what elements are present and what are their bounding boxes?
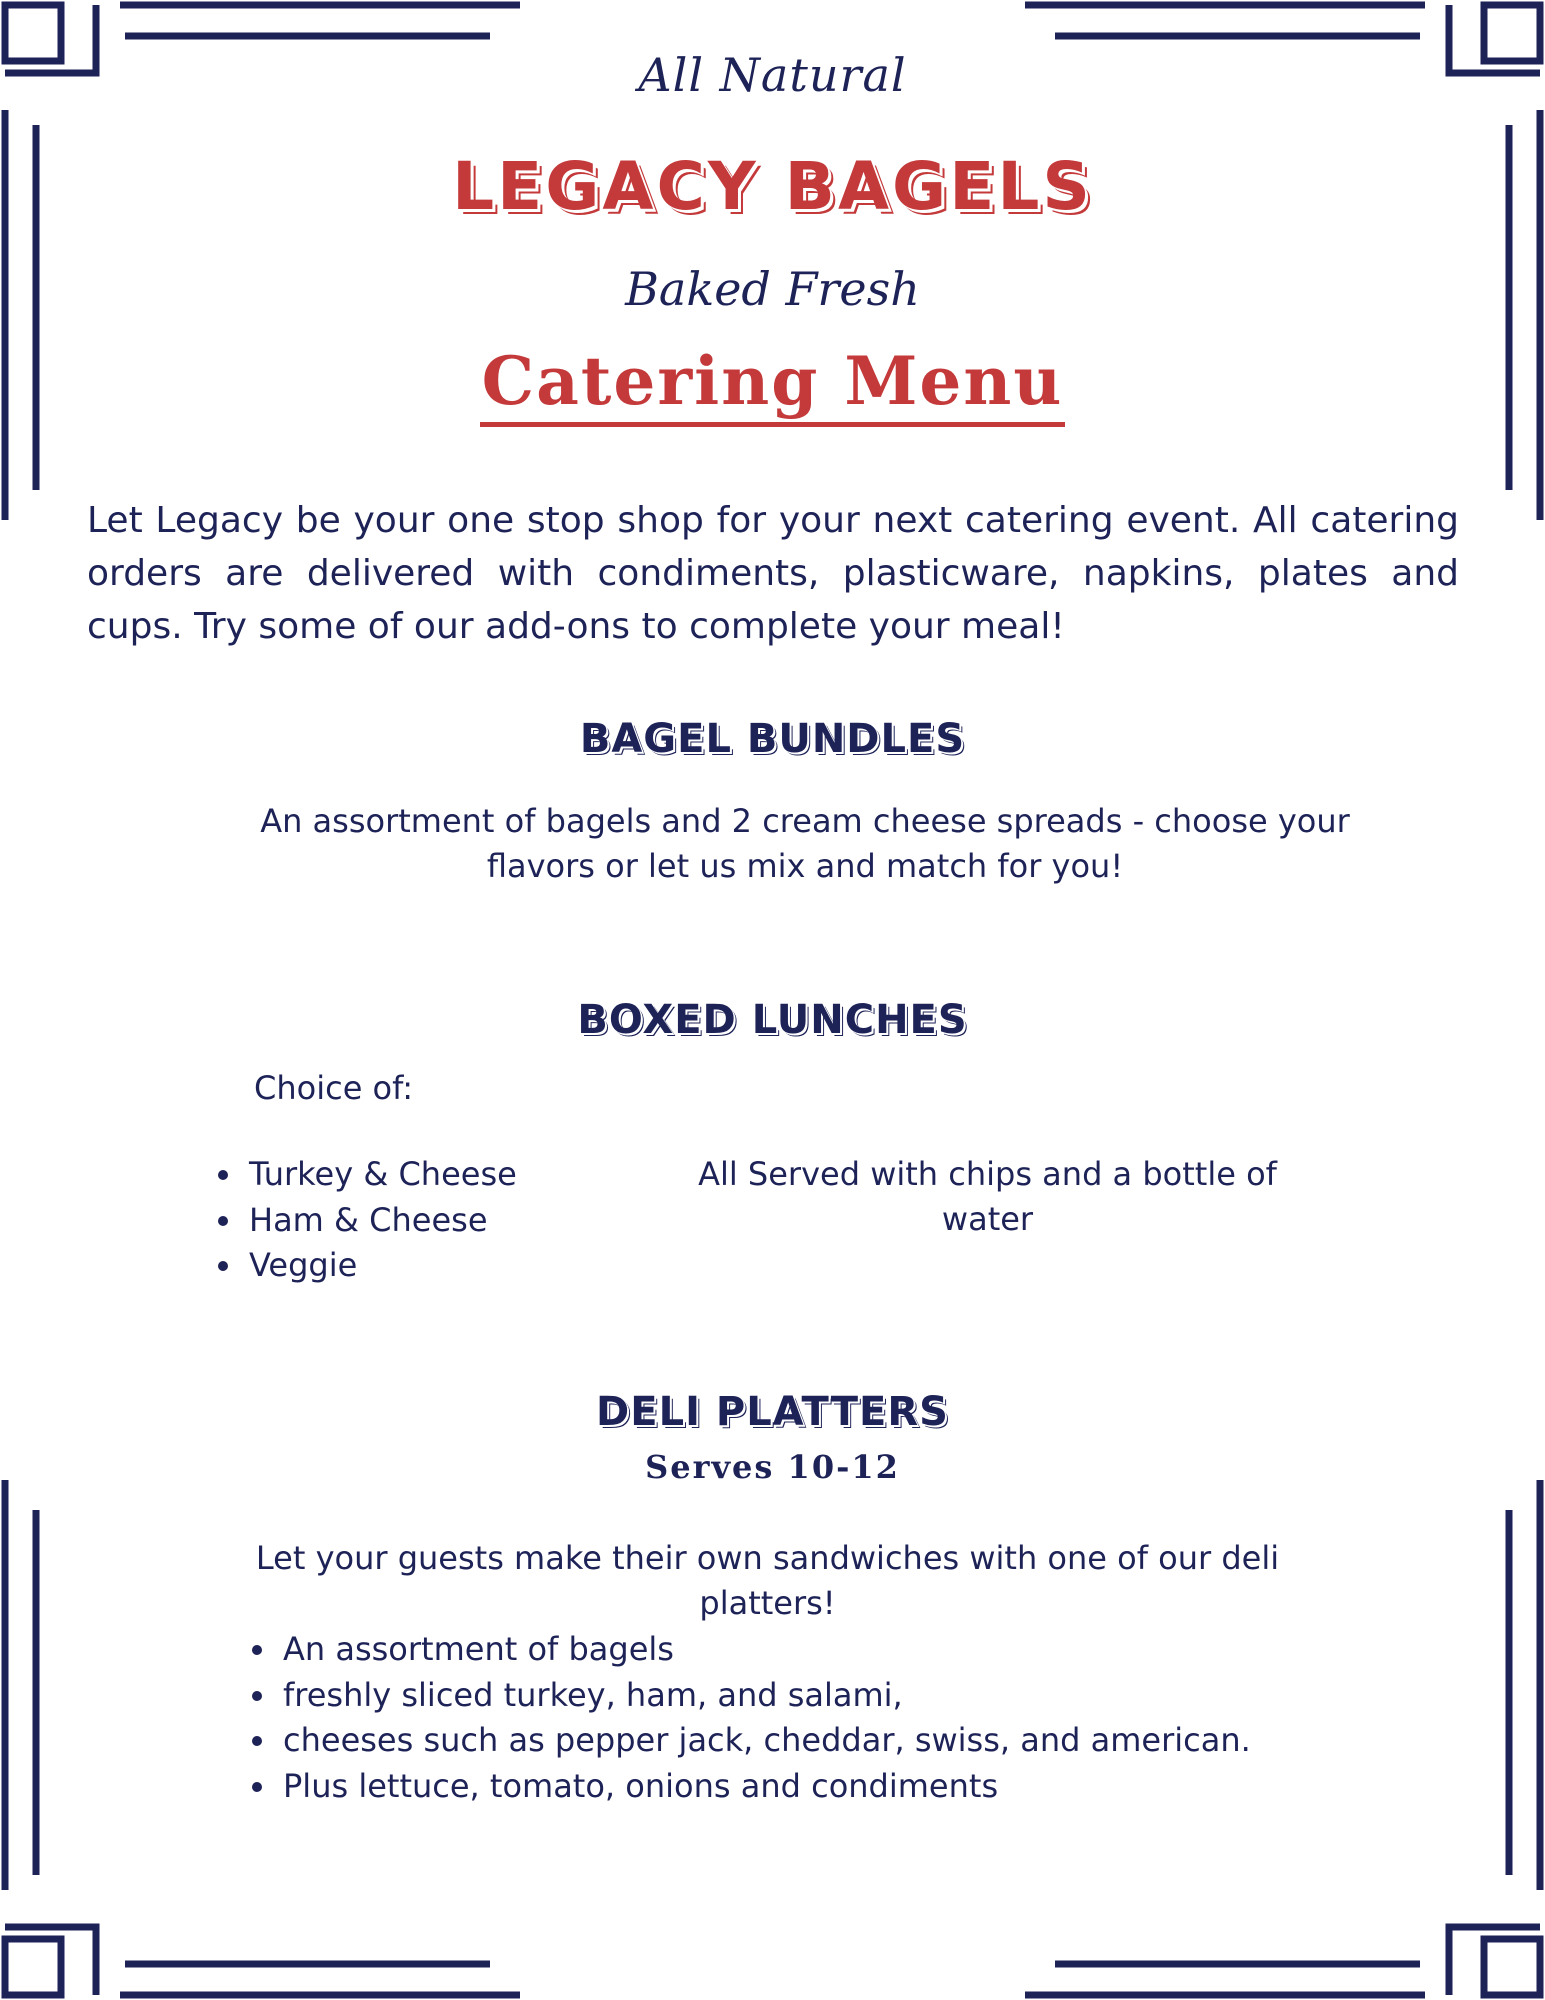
deli-platters-description: Let your guests make their own sandwiches with one of our deli platters! [255, 1539, 1280, 1622]
list-item: • cheeses such as pepper jack, cheddar, swiss, and american. [279, 1718, 1379, 1764]
tagline: All Natural [638, 48, 907, 102]
page-title [0, 342, 1545, 420]
list-item: • Plus lettuce, tomato, onions and condiments [279, 1764, 1379, 1810]
list-item: • freshly sliced turkey, ham, and salami, [279, 1673, 1379, 1719]
serves-count: Serves 10-12 [645, 1448, 900, 1486]
list-item: • Veggie [245, 1243, 605, 1289]
page-title-text: Catering Menu [480, 342, 1066, 427]
brand-name: LEGACY BAGELS [452, 148, 1093, 225]
bagel-bundles-description: An assortment of bagels and 2 cream cheese spreads - choose your flavors or let us mix and match for you! [260, 802, 1350, 885]
section-title-deli-platters: DELI PLATTERS [596, 1389, 949, 1435]
subtagline: Baked Fresh [625, 262, 920, 316]
list-item: • An assortment of bagels [279, 1627, 1379, 1673]
boxed-lunch-options [209, 1152, 605, 1289]
intro-paragraph: Let Legacy be your one stop shop for your next catering event. All catering orders are delivered with condiments, plasticware, napkins, plates and cups. Try some of our add-ons to complete your meal! [87, 500, 1459, 647]
boxed-lunch-note: All Served with chips and a bottle of water [698, 1155, 1277, 1238]
list-item: • Turkey & Cheese [245, 1152, 605, 1198]
section-title-bagel-bundles: BAGEL BUNDLES [579, 716, 966, 762]
section-title-boxed-lunches: BOXED LUNCHES [577, 997, 968, 1043]
choice-label: Choice of: [254, 1069, 414, 1107]
deli-platter-items [243, 1627, 1379, 1809]
list-item: • Ham & Cheese [245, 1198, 605, 1244]
